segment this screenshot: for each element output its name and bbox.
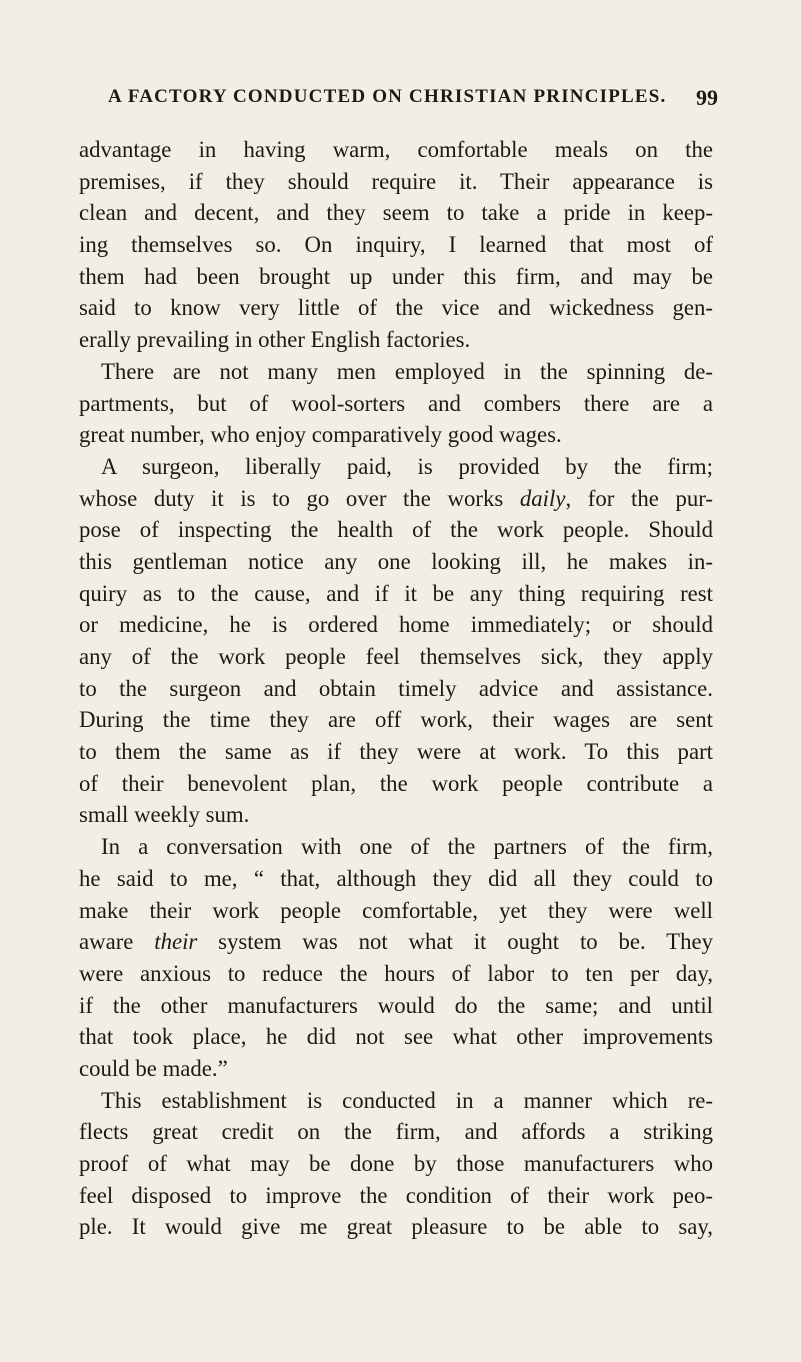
text-line: [79, 483, 713, 515]
text-line: could be made.”: [79, 1055, 228, 1081]
text-line: A surgeon, liberally paid, is provided by the firm;: [101, 453, 713, 479]
text-line: this gentleman notice any one looking ill, he makes in-: [79, 548, 713, 574]
page-number: 99: [696, 85, 718, 110]
text-line: ple. It would give me great pleasure to be able to say,: [79, 1214, 713, 1240]
text-line: aware their system was not what it ought to be. They: [79, 929, 713, 955]
text-line: that took place, he did not see what other improvements: [79, 1024, 713, 1050]
text-line: There are not many men employed in the spinning de-: [101, 358, 713, 384]
text-line: them had been brought up under this firm, and may be: [79, 263, 713, 289]
text-line: premises, if they should require it. Their appearance is: [79, 168, 713, 194]
text-line: clean and decent, and they seem to take a pride in keep-: [79, 200, 713, 226]
running-title: A FACTORY CONDUCTED ON CHRISTIAN PRINCIPLES.: [108, 86, 667, 107]
text-line: In a conversation with one of the partners of the firm,: [101, 834, 713, 860]
text-line: This establishment is conducted in a manner which re-: [101, 1087, 713, 1113]
body-text: [79, 134, 713, 1243]
text-line: proof of what may be done by those manufacturers who: [79, 1151, 713, 1176]
text-line: ing themselves so. On inquiry, I learned that most of: [79, 232, 713, 258]
text-line: advantage in having warm, comfortable meals on the: [79, 137, 713, 162]
text-line: erally prevailing in other English factories.: [79, 327, 471, 353]
emphasis: their: [154, 929, 198, 955]
running-header: [80, 86, 720, 114]
text-line: quiry as to the cause, and if it be any thing requiring rest: [79, 580, 713, 606]
text-line: he said to me, “ that, although they did all they could to: [79, 865, 713, 891]
text-line: great number, who enjoy comparatively good wages.: [79, 422, 562, 448]
text-line: any of the work people feel themselves sick, they apply: [79, 644, 713, 669]
text-line: flects great credit on the firm, and affords a striking: [79, 1119, 713, 1145]
text-line: to the surgeon and obtain timely advice and assistance.: [79, 675, 713, 701]
text-line: During the time they are off work, their wages are sent: [79, 707, 713, 733]
text-line: partments, but of wool-sorters and combers there are a: [79, 390, 713, 416]
text-line: or medicine, he is ordered home immediately; or should: [79, 612, 713, 638]
text-line: small weekly sum.: [79, 802, 250, 828]
text-line: make their work people comfortable, yet they were well: [79, 897, 713, 923]
text-line: if the other manufacturers would do the same; and until: [79, 992, 713, 1018]
text-line: feel disposed to improve the condition of their work peo-: [79, 1182, 713, 1208]
text-line: of their benevolent plan, the work people contribute a: [79, 770, 713, 796]
emphasis: daily: [519, 485, 566, 511]
text-line: to them the same as if they were at work. To this part: [79, 739, 713, 765]
text-line: said to know very little of the vice and wickedness gen-: [79, 295, 713, 321]
text-line: pose of inspecting the health of the work people. Should: [79, 517, 713, 543]
text-line: were anxious to reduce the hours of labor to ten per day,: [79, 960, 713, 986]
text-line-part: whose duty it is to go over the works daily, for the pur-: [79, 485, 713, 511]
